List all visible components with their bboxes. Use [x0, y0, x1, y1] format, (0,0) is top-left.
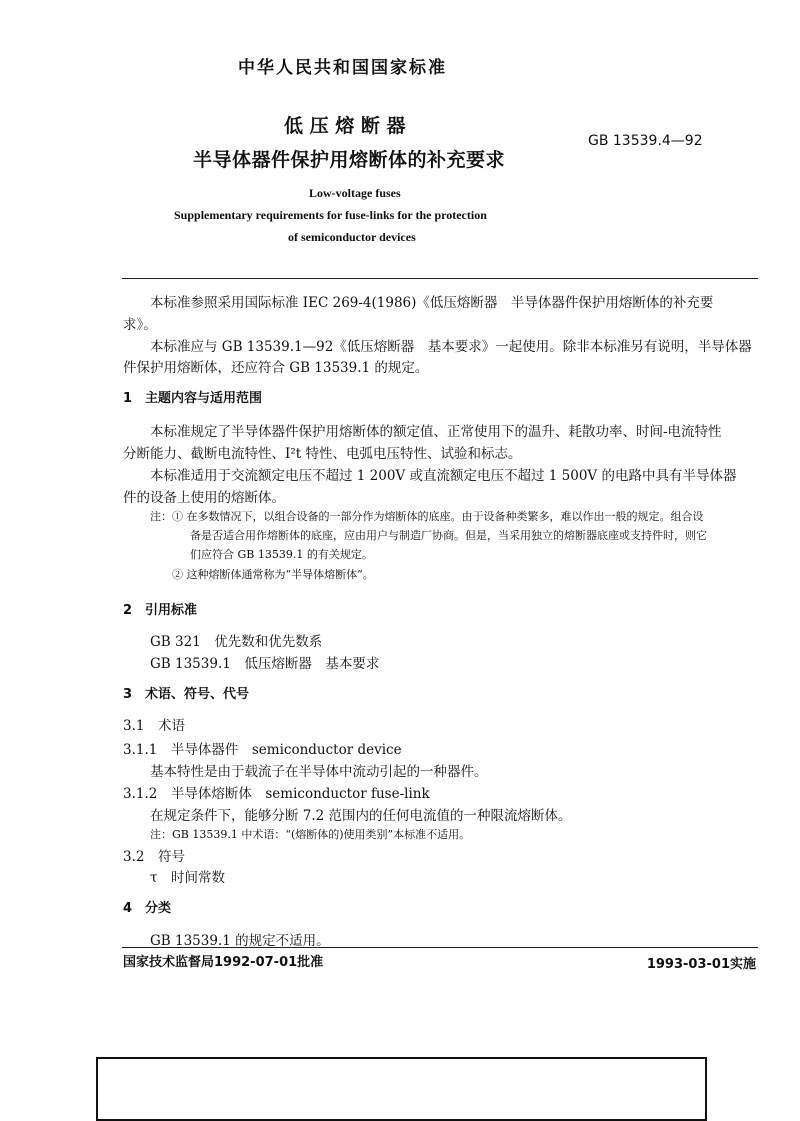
english-title-line-3: of semiconductor devices — [288, 230, 416, 244]
section-1-paragraph-1-line-1: 本标准规定了半导体器件保护用熔断体的额定值、正常使用下的温升、耗散功率、时间-电流特性 — [150, 424, 722, 440]
section-3-1-1-heading: 3.1.1 半导体器件 semiconductor device — [123, 742, 402, 758]
intro-paragraph-1-line-1: 本标准参照采用国际标准 IEC 269-4(1986)《低压熔断器 半导体器件保护用熔断体的补充要 — [150, 295, 714, 311]
standard-code: GB 13539.4—92 — [588, 133, 703, 149]
section-2-heading: 2 引用标准 — [123, 603, 198, 618]
national-standard-label: 中华人民共和国国家标准 — [238, 58, 447, 78]
section-4-heading: 4 分类 — [123, 901, 172, 916]
section-1-paragraph-2-line-2: 件的设备上使用的熔断体。 — [123, 490, 285, 506]
english-title-line-2: Supplementary requirements for fuse-links for the protection — [174, 208, 487, 222]
section-1-note-line-2: 备是否适合用作熔断体的底座，应由用户与制造厂协商。但是，当采用独立的熔断器底座或支持件时，则它 — [190, 529, 707, 542]
section-4-paragraph: GB 13539.1 的规定不适用。 — [150, 933, 330, 949]
intro-paragraph-1-line-2: 求》。 — [123, 317, 157, 333]
section-3-1-2-heading: 3.1.2 半导体熔断体 semiconductor fuse-link — [123, 786, 430, 802]
reference-gb-321: GB 321 优先数和优先数系 — [150, 634, 323, 650]
symbol-tau: τ 时间常数 — [150, 870, 225, 886]
intro-paragraph-2-line-2: 件保护用熔断体，还应符合 GB 13539.1 的规定。 — [123, 360, 429, 376]
header-divider — [122, 278, 758, 279]
section-1-note-line-1: 注：① 在多数情况下，以组合设备的一部分作为熔断体的底座。由于设备种类繁多，难以作出一般的规定。组合设 — [150, 510, 704, 523]
section-3-1-1-definition: 基本特性是由于载流子在半导体中流动引起的一种器件。 — [150, 764, 488, 780]
section-3-1-2-definition: 在规定条件下，能够分断 7.2 范围内的任何电流值的一种限流熔断体。 — [150, 808, 572, 824]
section-3-1-heading: 3.1 术语 — [123, 718, 185, 734]
approval-date: 国家技术监督局1992-07-01批准 — [123, 955, 324, 970]
section-3-2-heading: 3.2 符号 — [123, 849, 185, 865]
title-line-1: 低 压 熔 断 器 — [284, 115, 406, 137]
section-1-note-line-4: ② 这种熔断体通常称为“半导体熔断体”。 — [172, 568, 374, 581]
reference-gb-13539-1: GB 13539.1 低压熔断器 基本要求 — [150, 656, 380, 672]
title-line-2: 半导体器件保护用熔断体的补充要求 — [193, 149, 506, 171]
intro-paragraph-2-line-1: 本标准应与 GB 13539.1—92《低压熔断器 基本要求》一起使用。除非本标准另有说明，半导体器 — [150, 339, 752, 355]
section-1-paragraph-1-line-2: 分断能力、截断电流特性、I²t 特性、电弧电压特性、试验和标志。 — [123, 446, 522, 462]
effective-date: 1993-03-01实施 — [646, 957, 756, 972]
section-1-heading: 1 主题内容与适用范围 — [123, 391, 263, 406]
footer-divider — [122, 947, 758, 948]
bottom-frame — [96, 1057, 707, 1121]
section-1-note-line-3: 们应符合 GB 13539.1 的有关规定。 — [190, 548, 373, 561]
section-3-1-2-note: 注：GB 13539.1 中术语：“(熔断体的)使用类别”本标准不适用。 — [150, 828, 471, 841]
section-3-heading: 3 术语、符号、代号 — [123, 687, 250, 702]
section-1-paragraph-2-line-1: 本标准适用于交流额定电压不超过 1 200V 或直流额定电压不超过 1 500V 的电路中具有半导体器 — [150, 468, 737, 484]
english-title-line-1: Low-voltage fuses — [309, 186, 401, 200]
